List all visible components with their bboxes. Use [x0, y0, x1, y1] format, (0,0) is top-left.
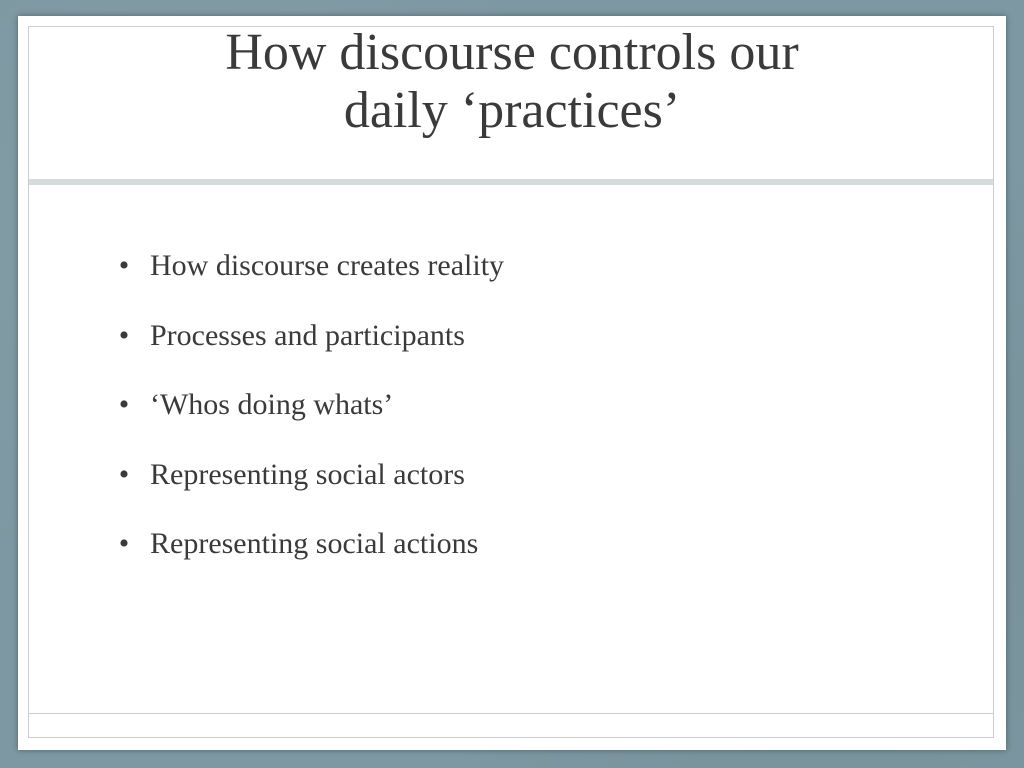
bullet-list	[114, 246, 504, 594]
bullet-icon: •	[118, 249, 130, 282]
bullet-icon: •	[118, 527, 130, 560]
bullet-text: How discourse creates reality	[150, 249, 505, 282]
bullet-item	[114, 455, 504, 525]
bullet-text: Representing social actors	[150, 457, 465, 491]
bullet-item	[114, 316, 504, 386]
bullet-item	[114, 524, 504, 594]
bullet-text: Representing social actions	[150, 527, 479, 560]
bullet-text: ‘Whos doing whats’	[150, 388, 394, 421]
bullet-icon: •	[118, 388, 130, 421]
footer-divider	[29, 713, 993, 714]
bullet-text: Processes and participants	[150, 318, 465, 352]
bullet-icon: •	[118, 318, 130, 352]
slide	[18, 16, 1006, 750]
bullet-item	[114, 246, 504, 316]
bullet-item	[114, 385, 504, 455]
slide-title	[18, 24, 1006, 140]
title-divider	[29, 179, 993, 185]
title-line-2: daily ‘practices’	[343, 82, 681, 139]
bullet-icon: •	[118, 457, 130, 491]
title-line-1: How discourse controls our	[225, 24, 799, 81]
